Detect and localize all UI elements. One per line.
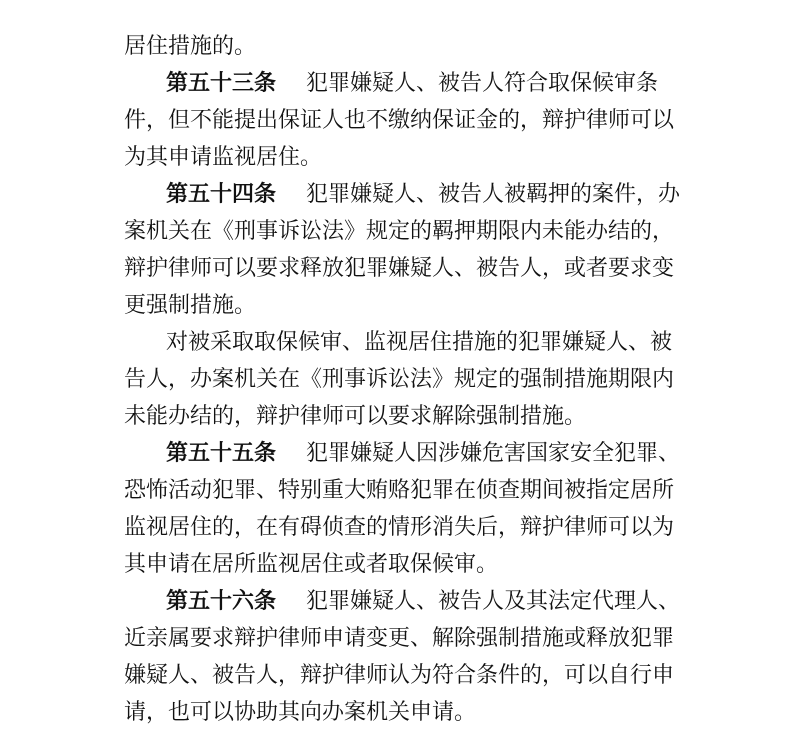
text-line bbox=[0, 103, 793, 139]
text-line-content: 犯罪嫌疑人、被告人符合取保候审条 bbox=[306, 71, 659, 96]
text-line-content: 犯罪嫌疑人、被告人被羁押的案件，办 bbox=[306, 182, 681, 207]
text-line bbox=[0, 695, 793, 731]
article-heading: 第五十三条 bbox=[166, 71, 277, 96]
text-line bbox=[0, 399, 793, 435]
text-line-content: 其申请在居所监视居住或者取保候审。 bbox=[124, 552, 499, 577]
article-55-first-line bbox=[0, 436, 793, 472]
text-line bbox=[0, 621, 793, 657]
article-54-first-line bbox=[0, 177, 793, 213]
text-line bbox=[0, 325, 793, 361]
text-line bbox=[0, 547, 793, 583]
text-line-content: 未能办结的，辩护律师可以要求解除强制措施。 bbox=[124, 404, 587, 429]
text-line-content: 更强制措施。 bbox=[124, 293, 257, 318]
article-56-first-line bbox=[0, 584, 793, 620]
text-line bbox=[0, 29, 793, 65]
text-line-content: 近亲属要求辩护律师申请变更、解除强制措施或释放犯罪 bbox=[124, 626, 675, 651]
text-line bbox=[0, 140, 793, 176]
text-line-content: 犯罪嫌疑人、被告人及其法定代理人、 bbox=[306, 589, 681, 614]
text-line bbox=[0, 473, 793, 509]
text-line-content: 对被采取取保候审、监视居住措施的犯罪嫌疑人、被 bbox=[166, 330, 673, 355]
text-line-content: 案机关在《刑事诉讼法》规定的羁押期限内未能办结的， bbox=[124, 219, 675, 244]
text-line-content: 件，但不能提出保证人也不缴纳保证金的，辩护律师可以 bbox=[124, 108, 675, 133]
text-line bbox=[0, 362, 793, 398]
text-line-content: 请，也可以协助其向办案机关申请。 bbox=[124, 700, 477, 725]
text-line-content: 恐怖活动犯罪、特别重大贿赂犯罪在侦查期间被指定居所 bbox=[124, 478, 675, 503]
text-line-content: 辩护律师可以要求释放犯罪嫌疑人、被告人，或者要求变 bbox=[124, 256, 675, 281]
text-line-content: 为其申请监视居住。 bbox=[124, 145, 323, 170]
article-heading: 第五十六条 bbox=[166, 589, 277, 614]
text-line-content: 告人，办案机关在《刑事诉讼法》规定的强制措施期限内 bbox=[124, 367, 675, 392]
text-line-content: 居住措施的。 bbox=[124, 34, 257, 59]
text-line-content: 监视居住的，在有碍侦查的情形消失后，辩护律师可以为 bbox=[124, 515, 675, 540]
article-53-first-line bbox=[0, 66, 793, 102]
article-heading: 第五十五条 bbox=[166, 441, 277, 466]
text-line bbox=[0, 214, 793, 250]
article-heading: 第五十四条 bbox=[166, 182, 277, 207]
text-line-content: 嫌疑人、被告人，辩护律师认为符合条件的，可以自行申 bbox=[124, 663, 675, 688]
text-line bbox=[0, 658, 793, 694]
text-line bbox=[0, 251, 793, 287]
text-line bbox=[0, 288, 793, 324]
text-line-content: 犯罪嫌疑人因涉嫌危害国家安全犯罪、 bbox=[306, 441, 681, 466]
text-line bbox=[0, 510, 793, 546]
